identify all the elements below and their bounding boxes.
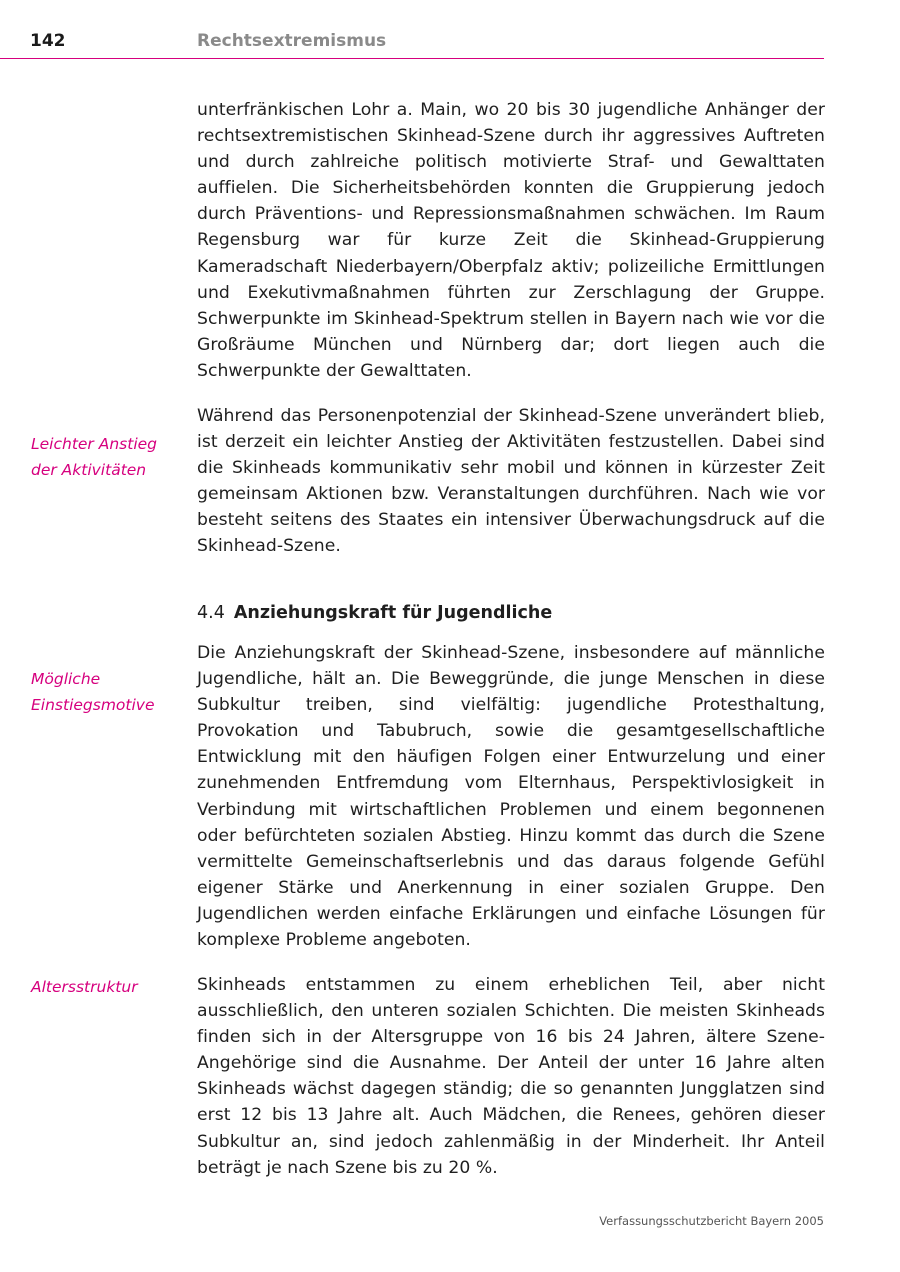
margin-note-line: Mögliche	[31, 670, 101, 688]
page-header	[0, 0, 824, 59]
margin-note-altersstruktur	[31, 974, 191, 1000]
section-heading	[197, 600, 825, 626]
paragraph-text: Während das Personenpotenzial der Skinhead-Szene unverändert blieb, ist derzeit ein leichter Anstieg der Aktivitäten festzustellen. Dabei sind die Skinheads kommunikativ sehr mobil und können in kürzester Zeit gemeinsam Aktionen bzw. Veranstaltungen durchführen. Nach wie vor besteht seitens des Staates ein intensiver Überwachungsdruck auf die Skinhead-Szene.	[197, 406, 825, 557]
margin-note-line: Leichter Anstieg	[31, 435, 157, 453]
paragraph-1	[197, 97, 825, 384]
paragraph-text: unterfränkischen Lohr a. Main, wo 20 bis 30 jugendliche Anhänger der rechtsextremistischen Skinhead-Szene durch ihr aggressives Auftreten und durch zahlreiche politisch motivierte Straf- und Gewalttaten auffielen. Die Sicherheitsbehörden konnten die Gruppierung jedoch durch Präventions- und Repressionsmaßnahmen schwächen. Im Raum Regensburg war für kurze Zeit die Skinhead-Gruppierung Kameradschaft Niederbayern/Oberpfalz aktiv; polizeiliche Ermittlungen und Exekutivmaßnahmen führten zur Zerschlagung der Gruppe. Schwerpunkte im Skinhead-Spektrum stellen in Bayern nach wie vor die Großräume München und Nürnberg dar; dort liegen auch die Schwerpunkte der Gewalttaten.	[197, 100, 825, 381]
margin-note-line: Altersstruktur	[31, 978, 138, 996]
paragraph-2	[197, 403, 825, 560]
paragraph-text: Skinheads entstammen zu einem erheblichen Teil, aber nicht ausschließlich, den unteren sozialen Schichten. Die meisten Skinheads finden sich in der Altersgruppe von 16 bis 24 Jahren, ältere Szene-Angehörige sind die Ausnahme. Der Anteil der unter 16 Jahre alten Skinheads wächst dagegen ständig; die so genannten Jungglatzen sind erst 12 bis 13 Jahre alt. Auch Mädchen, die Renees, gehören dieser Subkultur an, sind jedoch zahlenmäßig in der Minderheit. Ihr Anteil beträgt je nach Szene bis zu 20 %.	[197, 975, 825, 1178]
section-number: 4.4	[197, 603, 225, 623]
page-footer: Verfassungsschutzbericht Bayern 2005	[599, 1214, 824, 1228]
paragraph-4	[197, 972, 825, 1181]
margin-note-line: Einstiegsmotive	[31, 696, 155, 714]
page-number: 142	[30, 31, 66, 51]
section-title: Anziehungskraft für Jugendliche	[233, 603, 553, 623]
paragraph-3	[197, 640, 825, 953]
margin-note-line: der Aktivitäten	[31, 461, 147, 479]
running-head: Rechtsextremismus	[197, 31, 387, 51]
paragraph-text: Die Anziehungskraft der Skinhead-Szene, insbesondere auf männliche Jugendliche, hält an. Die Beweggründe, die junge Menschen in diese Subkultur treiben, sind vielfältig: jugendliche Protesthaltung, Provokation und Tabubruch, sowie die gesamtgesellschaftliche Entwicklung mit den häufigen Folgen einer Entwurzelung und einer zunehmenden Entfremdung vom Elternhaus, Perspektivlosigkeit in Verbindung mit wirtschaftlichen Problemen und einem begonnenen oder befürchteten sozialen Abstieg. Hinzu kommt das durch die Szene vermittelte Gemeinschaftserlebnis und das daraus folgende Gefühl eigener Stärke und Anerkennung in einer sozialen Gruppe. Den Jugendlichen werden einfache Erklärungen und einfache Lösungen für komplexe Probleme angeboten.	[197, 643, 825, 951]
margin-note-leichter-anstieg	[31, 431, 191, 483]
margin-note-einstiegsmotive	[31, 666, 191, 718]
